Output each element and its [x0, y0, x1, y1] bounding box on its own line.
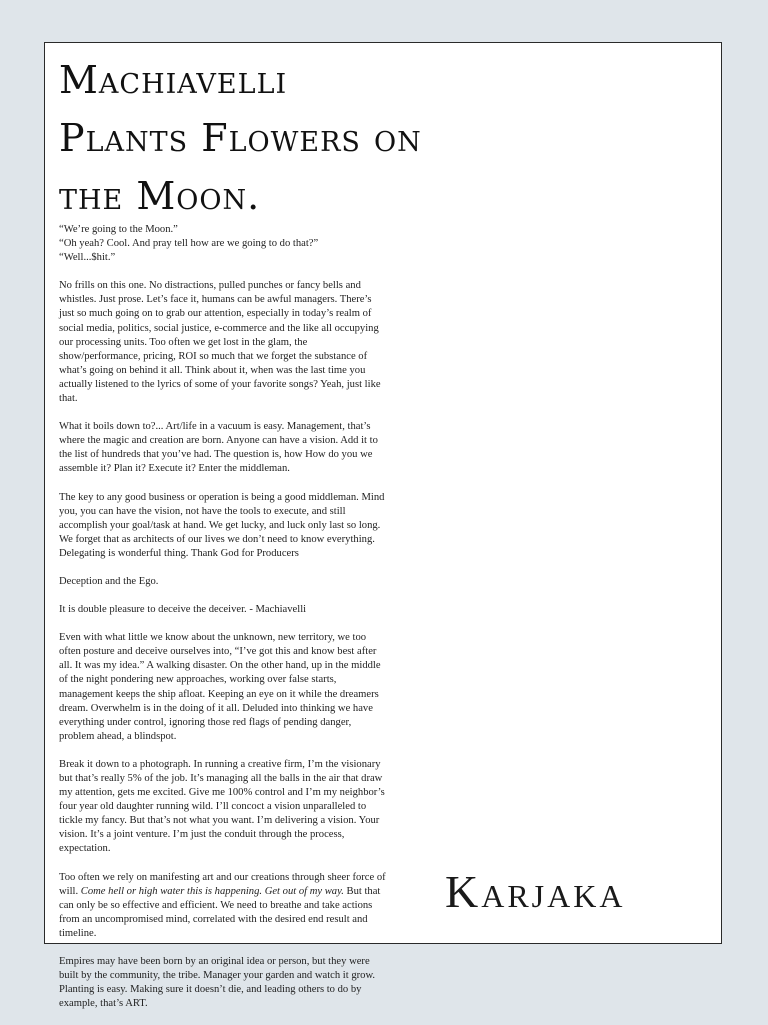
- paragraph-3: The key to any good business or operation is being a good middleman. Mind you, you can have the vision, not have the tools to execute, and still accomplish your goal/task at hand. We get lucky, and luck only last so long. We forget that as architects of our lives we don’t need to know everything. Delegating is wonderful thing. Thank God for Producers: [59, 491, 385, 559]
- paragraph-6: Even with what little we know about the unknown, new territory, we too often posture and deceive ourselves into, “I’ve got this and know best after all. It was my idea.” A walking disaster. On the other hand, up in the middle of the night pondering new approaches, working over false starts, management keeps the ship afloat. Keeping an eye on it while the dreamers dream. Overwhelm is in the doing of it all. Deluded into thinking we have everything under control, ignoring those red flags of pending danger, problem ahead, a blindspot.: [59, 632, 381, 742]
- dialog-line-2: “Oh yeah? Cool. And pray tell how are we going to do that?”: [59, 238, 319, 250]
- dialog-line-1: “We’re going to the Moon.”: [59, 224, 178, 235]
- title-line-3: the Moon.: [59, 174, 261, 218]
- paragraph-4: Deception and the Ego.: [59, 575, 159, 587]
- page-title: [59, 51, 422, 225]
- paragraph-7: Break it down to a photograph. In running a creative firm, I’m the visionary but that’s really 5% of the job. It’s managing all the balls in the air that draw my attention, gets me excited. Give me 100% control and I’m my neighbor’s four year old daughter running wild. I’ll concoct a vision unparalleled to tickle my fancy. But that’s not what you want. I’m delivering a vision. Your vision. It’s a joint venture. I’m just the conduit through the process, expectation.: [59, 758, 385, 855]
- paragraph-2: What it boils down to?... Art/life in a vacuum is easy. Management, that’s where the magic and creation are born. Anyone can have a vision. Add it to the list of hundreds that you’ve had. The question is, how How do you we assemble it? Plan it? Execute it? Enter the middleman.: [59, 421, 378, 475]
- article-body: [59, 223, 389, 1025]
- title-line-2: Plants Flowers on: [59, 116, 422, 160]
- paragraph-8-italic: Come hell or high water this is happening. Get out of my way.: [80, 885, 344, 897]
- document-page: [44, 42, 722, 1010]
- paragraph-9: Empires may have been born by an original idea or person, but they were built by the community, the tribe. Manager your garden and watch it grow. Planting is easy. Making sure it doesn’t die, and leading others to do by example, that’s ART.: [59, 956, 376, 1010]
- paragraph-8-end: But that can only be so effective and efficient. We need to breathe and take actions from an uncompromised mind, correlated with the desired end result and timeline.: [59, 885, 381, 939]
- dialog-line-3: “Well...$hit.”: [59, 252, 116, 264]
- paragraph-8: [59, 871, 389, 941]
- title-line-1: Machiavelli: [59, 58, 288, 102]
- quote-machiavelli: It is double pleasure to deceive the deceiver. - Machiavelli: [59, 604, 307, 616]
- paragraph-8-start: Too often we rely on manifesting art and our creations through sheer force of will.: [59, 871, 386, 897]
- paragraph-1: No frills on this one. No distractions, pulled punches or fancy bells and whistles. Just prose. Let’s face it, humans can be awful managers. There’s just so much going on to grab our attention, especially in today’s realm of social media, politics, social justice, e-commerce and the like all occupying our processing units. Too often we get lost in the glam, the show/performance, pricing, ROI so much that we forget the substance of what’s going on behind it all. Think about it, when was the last time you actually listened to the lyrics of some of your favorite songs? Yeah, just like that.: [59, 280, 381, 405]
- brand-logo: Karjaka: [445, 866, 626, 917]
